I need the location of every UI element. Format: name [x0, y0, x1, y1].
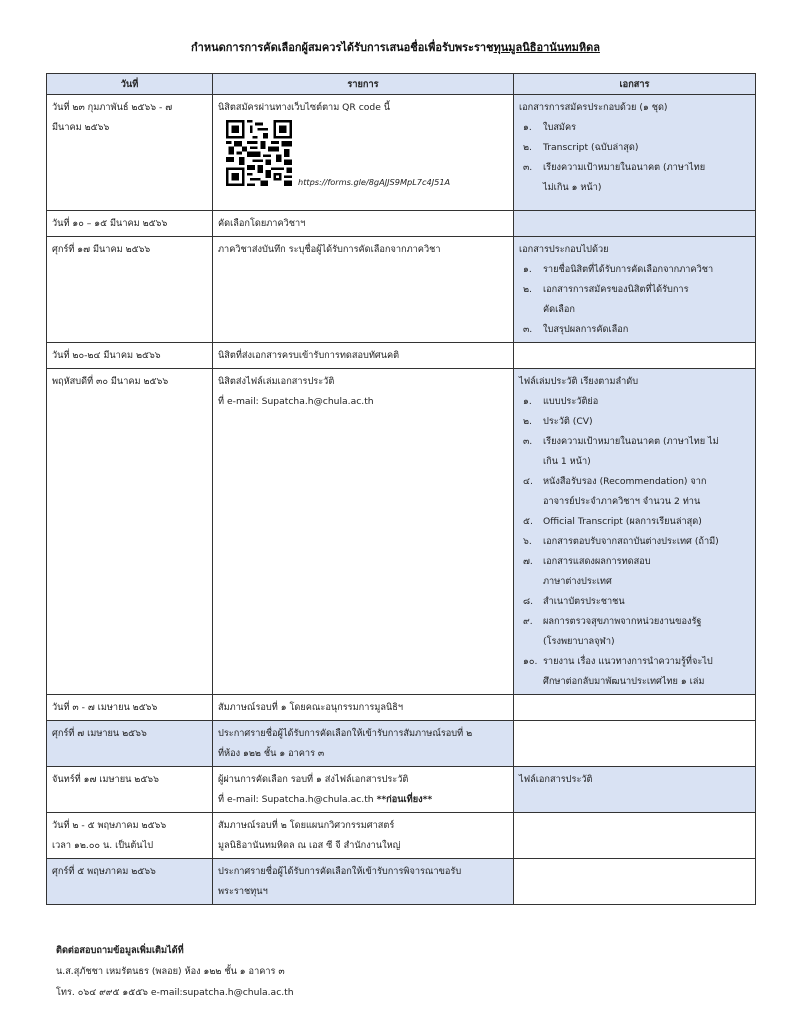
table-row [47, 95, 756, 211]
item-text: เอกสารตอบรับจากสถาบันต่างประเทศ (ถ้ามี) [543, 536, 719, 547]
document-item [519, 320, 750, 340]
document-item [519, 512, 750, 532]
activity-cell [213, 369, 514, 695]
activity-cell [213, 859, 514, 905]
documents-cell [514, 343, 756, 369]
documents-cell [514, 211, 756, 237]
table-row [47, 695, 756, 721]
table-row [47, 343, 756, 369]
item-number: ๓. [523, 162, 533, 173]
document-item-continued [519, 672, 750, 692]
date-cell [47, 95, 213, 211]
activity-cell [213, 695, 514, 721]
activity-text: มูลนิธิอานันทมหิดล ณ เอส ซี จี สำนักงานใหญ่ [218, 840, 401, 851]
schedule-table [46, 73, 756, 905]
item-text: เอกสารแสดงผลการทดสอบ [543, 556, 651, 567]
item-number: ๙. [523, 616, 533, 627]
item-text: ผลการตรวจสุขภาพจากหน่วยงานของรัฐ [543, 616, 702, 627]
item-text: รายชื่อนิสิตที่ได้รับการคัดเลือกจากภาควิชา [543, 264, 714, 275]
document-item [519, 552, 750, 572]
document-item-continued [519, 632, 750, 652]
time-text: เวลา ๑๒.๐๐ น. เป็นต้นไป [52, 840, 154, 851]
item-number: ๒. [523, 284, 532, 295]
email-text [218, 790, 508, 810]
documents-cell [514, 695, 756, 721]
documents-cell [514, 721, 756, 767]
activity-cell [213, 813, 514, 859]
activity-text: นิสิตสมัครผ่านทางเว็บไซต์ตาม QR code นี้ [218, 102, 391, 113]
item-text: เอกสารการสมัครของนิสิตที่ได้รับการ [543, 284, 689, 295]
document-item-continued [519, 492, 750, 512]
contact-name-room: น.ส.สุภัชชา เหมรัตนธร (พลอย) ห้อง ๑๒๒ ชั้น ๑ อาคาร ๓ [56, 966, 285, 977]
header-activity: รายการ [213, 74, 514, 95]
page-title [0, 38, 791, 56]
document-item [519, 392, 750, 412]
table-row [47, 767, 756, 813]
date-text: ศุกร์ที่ ๑๗ มีนาคม ๒๕๖๖ [52, 244, 151, 255]
qr-block [218, 118, 508, 196]
document-item-continued [519, 572, 750, 592]
date-text: มีนาคม ๒๕๖๖ [52, 122, 110, 133]
item-text: คัดเลือก [543, 304, 575, 315]
date-text: ศุกร์ที่ ๗ เมษายน ๒๕๖๖ [52, 728, 147, 739]
document-item [519, 612, 750, 632]
document-item-continued [519, 178, 750, 198]
date-cell [47, 369, 213, 695]
item-number: ๑. [523, 396, 532, 407]
table-row [47, 211, 756, 237]
date-cell [47, 343, 213, 369]
qr-code-icon[interactable] [226, 120, 292, 186]
document-item [519, 652, 750, 672]
activity-cell [213, 721, 514, 767]
item-number: ๒. [523, 142, 532, 153]
item-text: สำเนาบัตรประชาชน [543, 596, 625, 607]
date-text: วันที่ ๒ - ๕ พฤษภาคม ๒๕๖๖ [52, 820, 167, 831]
activity-cell [213, 95, 514, 211]
item-text: ประวัติ (CV) [543, 416, 593, 427]
activity-text: ประกาศรายชื่อผู้ได้รับการคัดเลือกให้เข้ารับการพิจารณาขอรับ [218, 866, 462, 877]
document-item [519, 532, 750, 552]
activity-text: นิสิตส่งไฟล์เล่มเอกสารประวัติ [218, 376, 335, 387]
date-text: วันที่ ๓ - ๗ เมษายน ๒๕๖๖ [52, 702, 158, 713]
item-text: (โรงพยาบาลจุฬา) [543, 636, 615, 647]
item-number: ๘. [523, 596, 534, 607]
activity-text: คัดเลือกโดยภาควิชาฯ [218, 218, 306, 229]
item-number: ๓. [523, 324, 533, 335]
activity-text: ภาควิชาส่งบันทึก ระบุชื่อผู้ได้รับการคัดเลือกจากภาควิชา [218, 244, 441, 255]
activity-text: สัมภาษณ์รอบที่ ๑ โดยคณะอนุกรรมการมูลนิธิฯ [218, 702, 404, 713]
title-underlined: ทุนมูลนิธิอานันทมหิดล [493, 41, 600, 54]
document-item [519, 260, 750, 280]
documents-cell [514, 767, 756, 813]
date-cell [47, 767, 213, 813]
documents-cell [514, 813, 756, 859]
document-item [519, 158, 750, 178]
item-text: แบบประวัติย่อ [543, 396, 599, 407]
document-item-continued [519, 300, 750, 320]
date-cell [47, 695, 213, 721]
item-text: ศึกษาต่อกลับมาพัฒนาประเทศไทย ๑ เล่ม [543, 676, 705, 687]
contact-footer [56, 940, 294, 1003]
date-cell [47, 721, 213, 767]
activity-text: ที่ห้อง ๑๒๒ ชั้น ๑ อาคาร ๓ [218, 748, 325, 759]
item-text: ใบสรุปผลการคัดเลือก [543, 324, 629, 335]
email-address: ที่ e-mail: Supatcha.h@chula.ac.th [218, 794, 377, 805]
table-row [47, 721, 756, 767]
item-text: Transcript (ฉบับล่าสุด) [543, 142, 639, 153]
item-text: รายงาน เรื่อง แนวทางการนำความรู้ที่จะไป [543, 656, 713, 667]
date-text: วันที่ ๑๐ – ๑๕ มีนาคม ๒๕๖๖ [52, 218, 168, 229]
documents-intro: เอกสารการสมัครประกอบด้วย (๑ ชุด) [519, 102, 668, 113]
table-row [47, 813, 756, 859]
item-text: ใบสมัคร [543, 122, 577, 133]
date-cell [47, 211, 213, 237]
activity-text: นิสิตที่ส่งเอกสารครบเข้ารับการทดสอบทัศนคติ [218, 350, 400, 361]
date-text: วันที่ ๒๓ กุมภาพันธ์ ๒๕๖๖ - ๗ [52, 102, 173, 113]
document-item [519, 432, 750, 452]
table-row [47, 369, 756, 695]
header-date: วันที่ [47, 74, 213, 95]
item-number: ๕. [523, 516, 533, 527]
item-text: ไม่เกิน ๑ หน้า) [543, 182, 602, 193]
email-text: ที่ e-mail: Supatcha.h@chula.ac.th [218, 396, 374, 407]
item-text: หนังสือรับรอง (Recommendation) จาก [543, 476, 707, 487]
item-text: เรียงความเป้าหมายในอนาคต (ภาษาไทย ไม่ [543, 436, 719, 447]
date-text: ศุกร์ที่ ๕ พฤษภาคม ๒๕๖๖ [52, 866, 156, 877]
activity-cell [213, 767, 514, 813]
item-number: ๗. [523, 556, 533, 567]
header-documents: เอกสาร [514, 74, 756, 95]
activity-text: ประกาศรายชื่อผู้ได้รับการคัดเลือกให้เข้ารับการสัมภาษณ์รอบที่ ๒ [218, 728, 473, 739]
contact-phone-email: โทร. ๐๖๔ ๙๙๕ ๑๕๕๖ e-mail:supatcha.h@chula.ac.th [56, 987, 294, 998]
document-item [519, 118, 750, 138]
item-number: ๑. [523, 122, 532, 133]
documents-cell [514, 95, 756, 211]
documents-intro: เอกสารประกอบไปด้วย [519, 244, 609, 255]
date-cell [47, 237, 213, 343]
documents-intro: ไฟล์เล่มประวัติ เรียงตามลำดับ [519, 376, 639, 387]
activity-text: สัมภาษณ์รอบที่ ๒ โดยแผนกวิศวกรรมศาสตร์ [218, 820, 395, 831]
date-text: วันที่ ๒๐-๒๔ มีนาคม ๒๕๖๖ [52, 350, 161, 361]
date-text: จันทร์ที่ ๑๗ เมษายน ๒๕๖๖ [52, 774, 159, 785]
document-item [519, 412, 750, 432]
item-number: ๖. [523, 536, 532, 547]
item-number: ๑๐. [523, 656, 538, 667]
table-header-row [47, 74, 756, 95]
before-noon-note: **ก่อนเที่ยง** [376, 794, 433, 805]
item-number: ๒. [523, 416, 532, 427]
date-cell [47, 813, 213, 859]
documents-cell [514, 369, 756, 695]
item-text: เกิน 1 หน้า) [543, 456, 591, 467]
contact-heading: ติดต่อสอบถามข้อมูลเพิ่มเติมได้ที่ [56, 945, 184, 956]
document-item [519, 138, 750, 158]
date-cell [47, 859, 213, 905]
activity-cell [213, 211, 514, 237]
item-text: ภาษาต่างประเทศ [543, 576, 612, 587]
activity-cell [213, 237, 514, 343]
item-text: อาจารย์ประจำภาควิชาฯ จำนวน 2 ท่าน [543, 496, 701, 507]
title-text: กำหนดการการคัดเลือกผู้สมควรได้รับการเสนอชื่อเพื่อรับพระราช [191, 41, 494, 54]
date-text: พฤหัสบดีที่ ๓๐ มีนาคม ๒๕๖๖ [52, 376, 169, 387]
document-item [519, 472, 750, 492]
documents-cell [514, 237, 756, 343]
document-item [519, 280, 750, 300]
item-number: ๓. [523, 436, 533, 447]
item-text: เรียงความเป้าหมายในอนาคต (ภาษาไทย [543, 162, 706, 173]
document-item-continued [519, 452, 750, 472]
form-url-link[interactable]: https://forms.gle/8gAJJS9MpL7c4J51A [298, 177, 451, 187]
activity-cell [213, 343, 514, 369]
item-text: Official Transcript (ผลการเรียนล่าสุด) [543, 516, 702, 527]
documents-cell [514, 859, 756, 905]
activity-text: ผู้ผ่านการคัดเลือก รอบที่ ๑ ส่งไฟล์เอกสารประวัติ [218, 774, 409, 785]
table-row [47, 859, 756, 905]
documents-intro: ไฟล์เอกสารประวัติ [519, 774, 593, 785]
item-number: ๑. [523, 264, 532, 275]
item-number: ๔. [523, 476, 533, 487]
document-item [519, 592, 750, 612]
table-row [47, 237, 756, 343]
activity-text: พระราชทุนฯ [218, 886, 268, 897]
